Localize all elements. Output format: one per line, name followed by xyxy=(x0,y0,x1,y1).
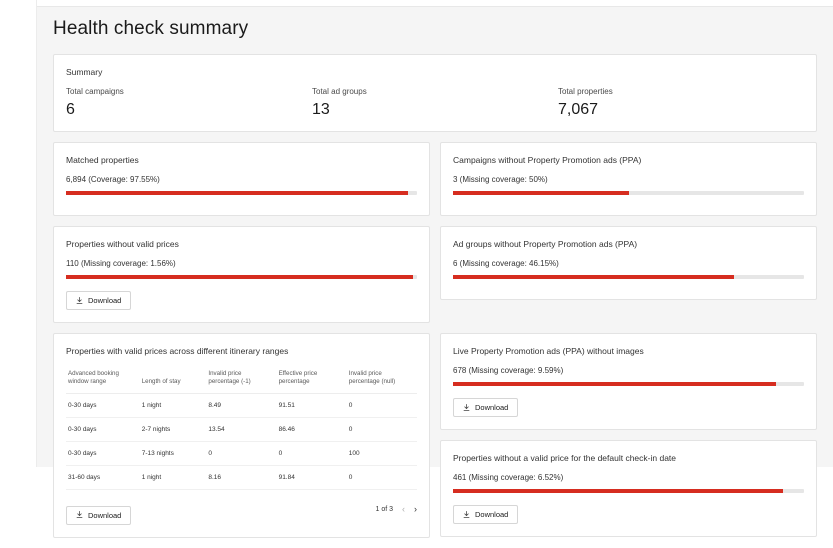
cell: 0-30 days xyxy=(66,393,140,417)
live-ppa-without-images-card xyxy=(440,333,817,430)
progress-bar xyxy=(453,382,804,386)
top-strip xyxy=(0,0,833,7)
page-title: Health check summary xyxy=(53,18,249,39)
download-button-label: Download xyxy=(88,510,122,520)
row-1 xyxy=(53,142,817,226)
row-3 xyxy=(53,333,817,548)
cell: 91.84 xyxy=(277,465,347,489)
card-title: Live Property Promotion ads (PPA) without images xyxy=(453,346,644,356)
table-row xyxy=(66,417,417,441)
card-title: Properties with valid prices across different itinerary ranges xyxy=(66,346,289,356)
card-title: Matched properties xyxy=(66,155,139,165)
summary-metric-total-ad-groups xyxy=(312,87,558,119)
itinerary-ranges-card xyxy=(53,333,430,538)
table-body xyxy=(66,393,417,489)
main-content xyxy=(38,7,833,520)
progress-bar xyxy=(453,489,804,493)
card-title: Campaigns without Property Promotion ads (PPA) xyxy=(453,155,642,165)
cell: 91.51 xyxy=(277,393,347,417)
row-2 xyxy=(53,226,817,333)
no-valid-price-default-checkin-card xyxy=(440,440,817,537)
download-icon xyxy=(76,297,83,305)
column-header-invalid-price-null: Invalid price percentage (null) xyxy=(347,366,417,393)
cell: 0 xyxy=(277,441,347,465)
cell: 2-7 nights xyxy=(140,417,207,441)
table-row xyxy=(66,465,417,489)
cell: 0 xyxy=(347,417,417,441)
column-header-advanced-booking-window: Advanced booking window range xyxy=(66,366,140,393)
ad-groups-without-ppa-card xyxy=(440,226,817,300)
card-metric: 6,894 (Coverage: 97.55%) xyxy=(66,175,160,184)
next-page-icon[interactable]: › xyxy=(414,503,417,514)
cell: 0-30 days xyxy=(66,441,140,465)
summary-value: 7,067 xyxy=(558,101,599,118)
cell: 0 xyxy=(347,465,417,489)
campaigns-without-ppa-card xyxy=(440,142,817,216)
summary-label: Total properties xyxy=(558,87,613,96)
progress-bar-fill xyxy=(66,191,408,195)
column-header-length-of-stay: Length of stay xyxy=(140,366,207,393)
summary-value: 6 xyxy=(66,101,75,118)
download-button[interactable] xyxy=(453,505,518,524)
cell: 86.46 xyxy=(277,417,347,441)
summary-card xyxy=(53,54,817,132)
card-title: Properties without valid prices xyxy=(66,239,179,249)
table-header-row xyxy=(66,366,417,393)
col-right-2 xyxy=(440,226,817,333)
card-metric: 6 (Missing coverage: 46.15%) xyxy=(453,259,559,268)
pagination xyxy=(375,505,417,514)
card-metric: 678 (Missing coverage: 9.59%) xyxy=(453,366,564,375)
cell: 0 xyxy=(347,393,417,417)
itinerary-table xyxy=(66,366,417,490)
progress-bar xyxy=(66,275,417,279)
download-icon xyxy=(463,404,470,412)
progress-bar xyxy=(66,191,417,195)
cell: 1 night xyxy=(140,393,207,417)
page-indicator: 1 of 3 xyxy=(375,505,393,513)
matched-properties-card xyxy=(53,142,430,216)
left-rail xyxy=(0,0,37,467)
col-left-3 xyxy=(53,333,430,548)
cell: 100 xyxy=(347,441,417,465)
download-button-label: Download xyxy=(475,403,509,412)
progress-bar-fill xyxy=(453,191,629,195)
download-button[interactable] xyxy=(66,291,131,310)
column-header-invalid-price-neg1: Invalid price percentage (-1) xyxy=(206,366,276,393)
summary-label: Total campaigns xyxy=(66,87,124,96)
cell: 0-30 days xyxy=(66,417,140,441)
summary-metrics xyxy=(66,87,804,119)
download-button[interactable] xyxy=(66,506,131,525)
card-title: Ad groups without Property Promotion ads (PPA) xyxy=(453,239,638,249)
cell: 1 night xyxy=(140,465,207,489)
col-right-1 xyxy=(440,142,817,226)
progress-bar xyxy=(453,275,804,279)
summary-value: 13 xyxy=(312,101,330,118)
card-metric: 461 (Missing coverage: 6.52%) xyxy=(453,473,564,482)
summary-metric-total-campaigns xyxy=(66,87,312,119)
col-right-3 xyxy=(440,333,817,548)
cell: 0 xyxy=(206,441,276,465)
column-header-effective-price: Effective price percentage xyxy=(277,366,347,393)
summary-card-title: Summary xyxy=(66,67,103,77)
cell: 8.16 xyxy=(206,465,276,489)
col-left-1 xyxy=(53,142,430,226)
progress-bar-fill xyxy=(453,489,783,493)
download-icon xyxy=(463,511,470,519)
progress-bar-fill xyxy=(66,275,413,279)
col-left-2 xyxy=(53,226,430,333)
previous-page-icon[interactable]: ‹ xyxy=(402,503,405,514)
card-metric: 110 (Missing coverage: 1.56%) xyxy=(66,259,176,268)
cell: 13.54 xyxy=(206,417,276,441)
download-button-label: Download xyxy=(475,510,509,519)
table-row xyxy=(66,441,417,465)
cell: 8.49 xyxy=(206,393,276,417)
table-head xyxy=(66,366,417,393)
download-icon xyxy=(76,511,83,519)
table-row xyxy=(66,393,417,417)
cell: 31-60 days xyxy=(66,465,140,489)
summary-metric-total-properties xyxy=(558,87,804,119)
progress-bar xyxy=(453,191,804,195)
progress-bar-fill xyxy=(453,382,776,386)
summary-label: Total ad groups xyxy=(312,87,367,96)
table-footer xyxy=(66,494,417,525)
cards-grid xyxy=(53,54,817,548)
download-button-label: Download xyxy=(88,296,122,305)
download-button[interactable] xyxy=(453,398,518,417)
card-title: Properties without a valid price for the default check-in date xyxy=(453,453,677,463)
progress-bar-fill xyxy=(453,275,734,279)
cell: 7-13 nights xyxy=(140,441,207,465)
card-metric: 3 (Missing coverage: 50%) xyxy=(453,175,548,184)
properties-without-valid-prices-card xyxy=(53,226,430,323)
